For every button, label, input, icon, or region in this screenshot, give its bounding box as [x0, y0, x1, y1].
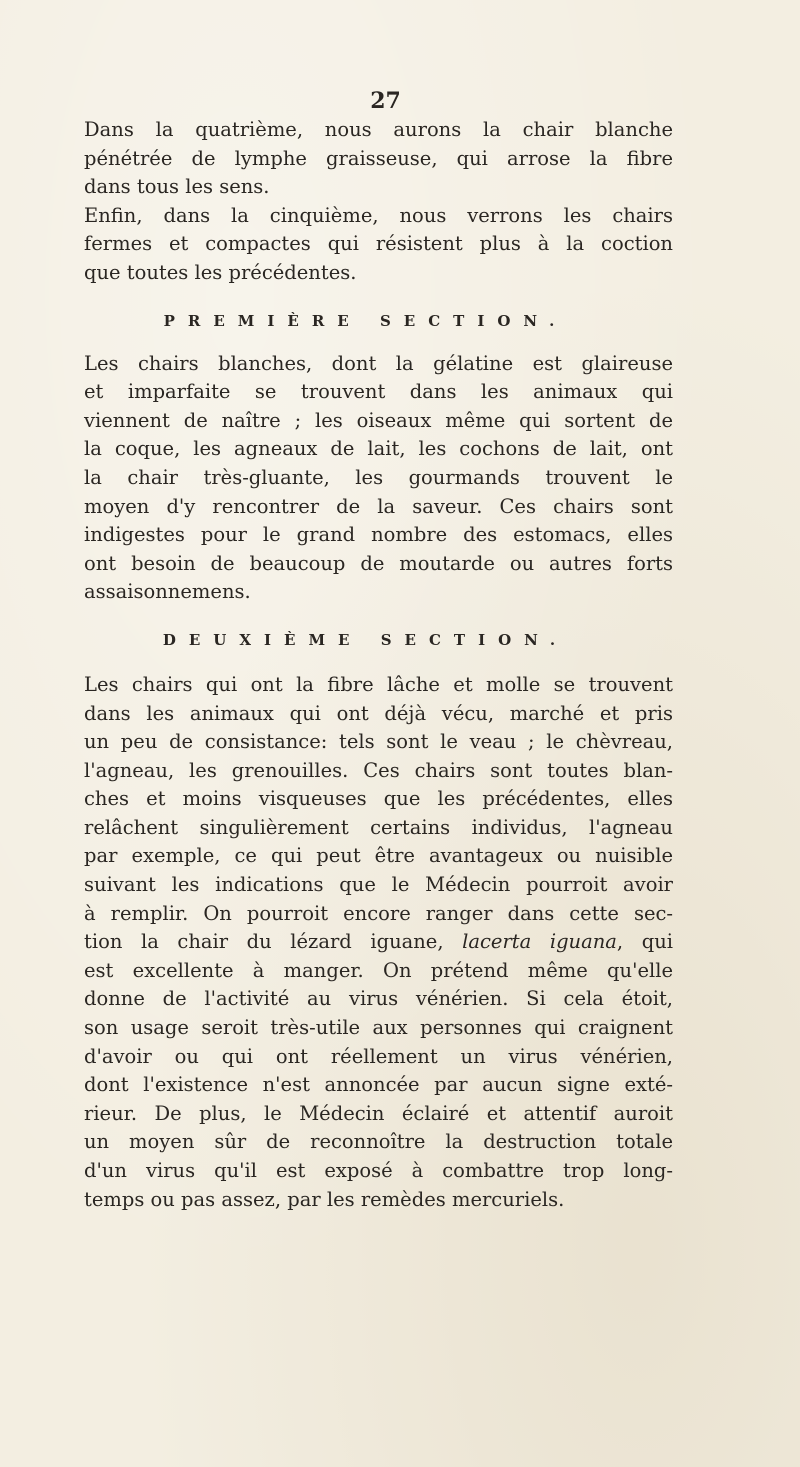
text-line: ches et moins visqueuses que les précédentes, elles	[84, 787, 673, 811]
text-line: temps ou pas assez, par les remèdes mercuriels.	[84, 1187, 565, 1211]
text-line: indigestes pour le grand nombre des estomacs, elles	[84, 523, 673, 547]
text-line: viennent de naître ; les oiseaux même qui sortent de	[84, 408, 673, 432]
text-line: ont besoin de beaucoup de moutarde ou autres forts	[84, 551, 673, 575]
text-line: pénétrée de lymphe graisseuse, qui arrose la fibre	[84, 146, 673, 170]
text-line: rieur. De plus, le Médecin éclairé et attentif auroit	[84, 1101, 673, 1125]
intro-paragraph-1	[58, 116, 673, 202]
text-line: la chair très-gluante, les gourmands trouvent le	[84, 465, 673, 489]
text-line: fermes et compactes qui résistent plus à la coction	[84, 232, 673, 256]
text-line: d'un virus qu'il est exposé à combattre trop long-	[84, 1159, 673, 1182]
text-line: et imparfaite se trouvent dans les animaux qui	[84, 380, 673, 404]
text-line: Les chairs qui ont la fibre lâche et molle se trouvent	[84, 672, 673, 696]
text-line: Dans la quatrième, nous aurons la chair blanche	[84, 118, 673, 141]
intro-paragraph-2	[58, 202, 673, 288]
text-line: donne de l'activité au virus vénérien. Si cela étoit,	[84, 987, 673, 1011]
section-title-second: DEUXIÈME SECTION.	[162, 630, 569, 649]
text-line: la coque, les agneaux de lait, les cochons de lait, ont	[84, 437, 673, 461]
text-fragment: , qui	[616, 930, 673, 954]
text-line: dans tous les sens.	[84, 175, 270, 199]
text-line-with-latin-name	[58, 928, 673, 957]
latin-species-name: lacerta iguana	[462, 930, 617, 954]
text-line: Enfin, dans la cinquième, nous verrons les chairs	[84, 203, 673, 227]
text-line: assaisonnemens.	[84, 580, 251, 604]
text-line: un moyen sûr de reconnoître la destruction totale	[84, 1130, 673, 1154]
text-line: à remplir. On pourroit encore ranger dans cette sec-	[84, 901, 673, 925]
text-line: l'agneau, les grenouilles. Ces chairs sont toutes blan-	[84, 758, 673, 782]
text-line: dans les animaux qui ont déjà vécu, marché et pris	[84, 701, 673, 725]
text-line: son usage seroit très-utile aux personnes qui craignent	[84, 1016, 673, 1040]
section2-paragraph	[58, 671, 673, 1214]
page-text-block	[58, 88, 673, 1214]
text-fragment: tion la chair du lézard iguane,	[84, 930, 463, 954]
text-line: dont l'existence n'est annoncée par aucun signe exté-	[84, 1073, 673, 1097]
section1-paragraph	[58, 350, 673, 607]
text-line: d'avoir ou qui ont réellement un virus vénérien,	[84, 1044, 673, 1068]
text-line: que toutes les précédentes.	[84, 260, 357, 284]
text-line: par exemple, ce qui peut être avantageux ou nuisible	[84, 844, 673, 868]
text-line: suivant les indications que le Médecin pourroit avoir	[84, 873, 673, 897]
text-line: Les chairs blanches, dont la gélatine est glaireuse	[84, 351, 673, 375]
text-line: moyen d'y rencontrer de la saveur. Ces chairs sont	[84, 494, 673, 518]
text-line: est excellente à manger. On prétend même qu'elle	[84, 958, 673, 982]
page-number: 27	[370, 88, 401, 114]
text-line: relâchent singulièrement certains individus, l'agneau	[84, 815, 673, 839]
section-title-first: PREMIÈRE SECTION.	[163, 311, 568, 330]
text-line: un peu de consistance: tels sont le veau ; le chèvreau,	[84, 730, 673, 754]
